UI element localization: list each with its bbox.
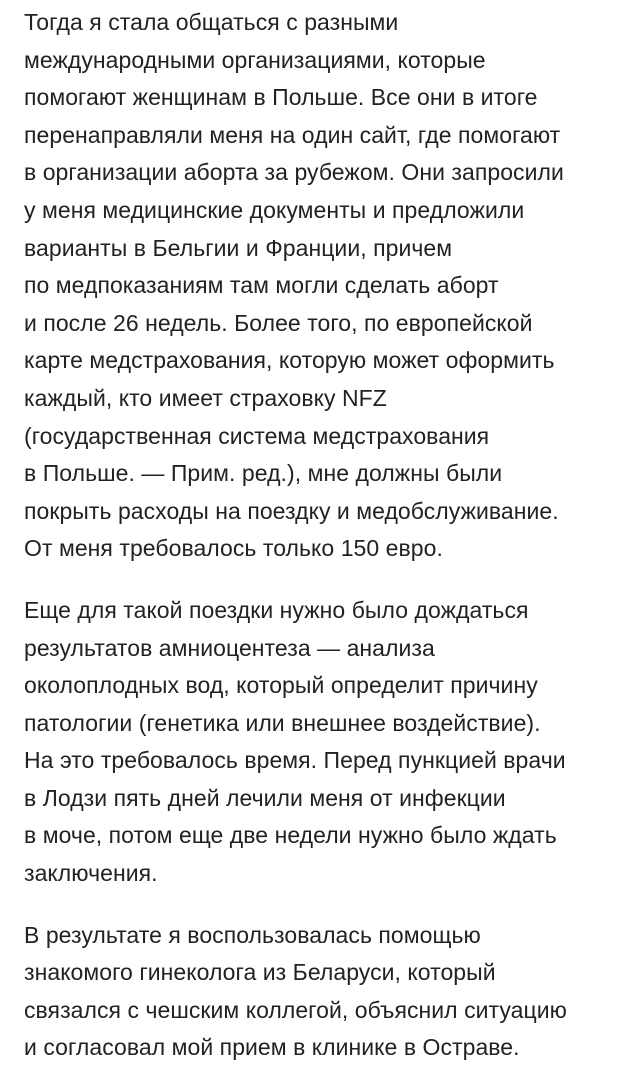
- text-line: околоплодных вод, который определит причину: [24, 672, 538, 699]
- text-line: (государственная система медстрахования: [24, 422, 490, 449]
- text-line: по медпоказаниям там могли сделать аборт: [24, 272, 499, 299]
- text-line: патологии (генетика или внешнее воздействие).: [24, 709, 541, 736]
- text-line: покрыть расходы на поездку и медобслуживание.: [24, 497, 559, 524]
- text-line: карте медстрахования, которую может оформить: [24, 347, 555, 374]
- text-line: От меня требовалось только 150 евро.: [24, 535, 443, 562]
- text-line: варианты в Бельгии и Франции, причем: [24, 234, 453, 261]
- text-line: и согласовал мой прием в клинике в Остраве.: [24, 1034, 520, 1061]
- text-line: Тогда я стала общаться с разными: [24, 9, 399, 35]
- text-line: перенаправляли меня на один сайт, где помогают: [24, 121, 561, 148]
- text-line: каждый, кто имеет страховку NFZ: [24, 384, 387, 411]
- paragraph-2: [24, 592, 624, 893]
- text-line: На это требовалось время. Перед пункцией врачи: [24, 747, 566, 774]
- text-line: в моче, потом еще две недели нужно было ждать: [24, 822, 557, 849]
- text-line: в Польше. — Прим. ред.), мне должны были: [24, 460, 503, 487]
- text-line: в организации аборта за рубежом. Они запросили: [24, 159, 564, 186]
- text-line: у меня медицинские документы и предложили: [24, 196, 525, 223]
- text-line: Еще для такой поездки нужно было дождаться: [24, 596, 529, 623]
- text-line: связался с чешским коллегой, объяснил ситуацию: [24, 996, 567, 1023]
- text-line: В результате я воспользовалась помощью: [24, 921, 481, 948]
- text-line: в Лодзи пять дней лечили меня от инфекции: [24, 784, 506, 811]
- paragraph-3: [24, 917, 624, 1067]
- text-line: заключения.: [24, 860, 158, 887]
- text-line: и после 26 недель. Более того, по европейской: [24, 309, 533, 336]
- paragraph-1: [24, 4, 624, 568]
- text-line: результатов амниоцентеза — анализа: [24, 634, 435, 661]
- text-line: знакомого гинеколога из Беларуси, который: [24, 959, 496, 986]
- text-line: международными организациями, которые: [24, 46, 486, 73]
- article-body: [24, 4, 624, 1091]
- text-line: помогают женщинам в Польше. Все они в итоге: [24, 84, 538, 111]
